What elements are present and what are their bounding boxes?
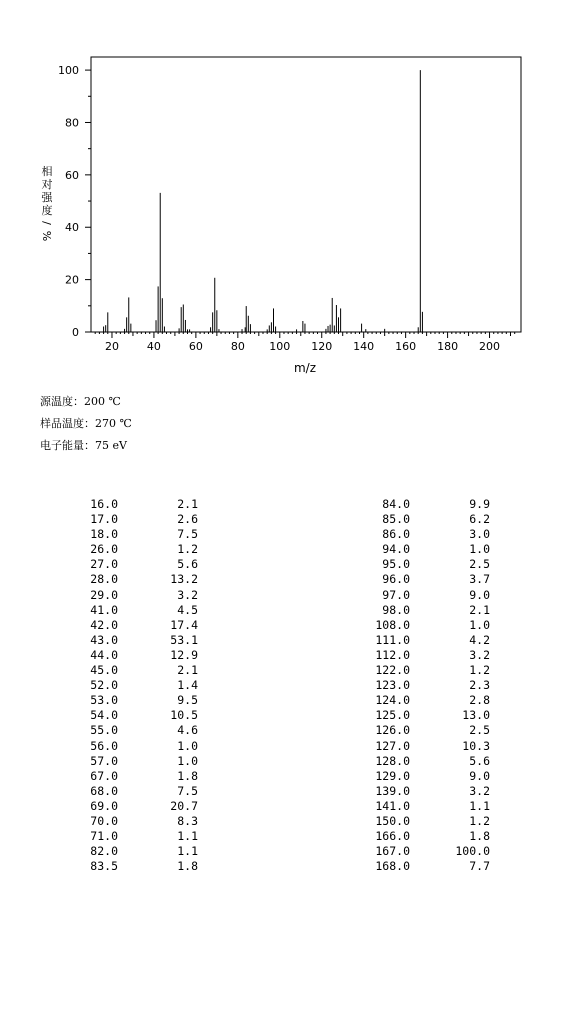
- table-row: [292, 603, 490, 618]
- x-tick-label: 100: [269, 340, 291, 353]
- intensity-value: 3.2: [469, 647, 490, 662]
- table-row: [0, 814, 198, 829]
- intensity-value: 2.5: [469, 723, 490, 738]
- intensity-value: 1.8: [469, 829, 490, 844]
- x-axis: [95, 332, 515, 353]
- peak-table-left: [0, 497, 198, 874]
- mz-value: 56.0: [90, 738, 118, 753]
- intensity-value: 53.1: [170, 632, 198, 647]
- table-row: [292, 769, 490, 784]
- mz-value: 96.0: [382, 572, 410, 587]
- mz-value: 71.0: [90, 829, 118, 844]
- mz-value: 57.0: [90, 753, 118, 768]
- intensity-value: 2.6: [177, 512, 198, 527]
- x-tick-label: 80: [230, 340, 245, 353]
- electron-energy: 电子能量：75 eV: [40, 439, 127, 452]
- intensity-value: 5.6: [177, 557, 198, 572]
- intensity-value: 10.5: [170, 708, 198, 723]
- intensity-value: 3.2: [469, 783, 490, 798]
- table-row: [0, 769, 198, 784]
- y-tick-label: 40: [65, 221, 79, 235]
- y-axis: [58, 64, 91, 339]
- intensity-value: 7.7: [469, 859, 490, 874]
- table-row: [292, 542, 490, 557]
- table-row: [0, 859, 198, 874]
- mz-value: 42.0: [90, 617, 118, 632]
- intensity-value: 1.2: [469, 663, 490, 678]
- x-tick-label: 160: [395, 340, 417, 353]
- intensity-value: 1.8: [177, 859, 198, 874]
- y-axis-label-char: %: [40, 230, 53, 242]
- mz-value: 18.0: [90, 527, 118, 542]
- table-row: [0, 557, 198, 572]
- table-row: [0, 572, 198, 587]
- table-row: [292, 663, 490, 678]
- table-row: [0, 512, 198, 527]
- intensity-value: 20.7: [170, 798, 198, 813]
- mz-value: 67.0: [90, 768, 118, 783]
- table-row: [292, 572, 490, 587]
- mz-value: 41.0: [90, 602, 118, 617]
- intensity-value: 2.5: [469, 557, 490, 572]
- peak-bars: [104, 70, 423, 332]
- mz-value: 97.0: [382, 587, 410, 602]
- intensity-value: 5.6: [469, 753, 490, 768]
- mz-value: 123.0: [375, 678, 410, 693]
- intensity-value: 9.5: [177, 693, 198, 708]
- mz-value: 98.0: [382, 602, 410, 617]
- table-row: [0, 784, 198, 799]
- table-row: [292, 512, 490, 527]
- intensity-value: 3.7: [469, 572, 490, 587]
- table-row: [0, 678, 198, 693]
- mz-value: 168.0: [375, 859, 410, 874]
- intensity-value: 9.9: [469, 497, 490, 511]
- table-row: [0, 542, 198, 557]
- mz-value: 26.0: [90, 542, 118, 557]
- mz-value: 150.0: [375, 813, 410, 828]
- x-axis-label: m/z: [293, 361, 317, 375]
- table-row: [292, 844, 490, 859]
- table-row: [292, 693, 490, 708]
- x-tick-label: 40: [146, 340, 161, 353]
- y-axis-label: [40, 164, 54, 241]
- mz-value: 52.0: [90, 678, 118, 693]
- mz-value: 45.0: [90, 663, 118, 678]
- y-tick-label: 20: [65, 273, 79, 287]
- intensity-value: 3.0: [469, 527, 490, 542]
- y-axis-label-char: /: [40, 221, 53, 225]
- intensity-value: 4.2: [469, 632, 490, 647]
- mz-value: 139.0: [375, 783, 410, 798]
- table-row: [0, 723, 198, 738]
- mz-value: 141.0: [375, 798, 410, 813]
- sample-temperature: 样品温度：270 ℃: [40, 417, 132, 430]
- intensity-value: 1.0: [469, 542, 490, 557]
- mz-value: 95.0: [382, 557, 410, 572]
- intensity-value: 2.1: [469, 602, 490, 617]
- table-row: [292, 678, 490, 693]
- table-row: [292, 588, 490, 603]
- intensity-value: 12.9: [170, 647, 198, 662]
- intensity-value: 4.6: [177, 723, 198, 738]
- table-row: [0, 739, 198, 754]
- intensity-value: 4.5: [177, 602, 198, 617]
- table-row: [292, 784, 490, 799]
- mz-value: 167.0: [375, 844, 410, 859]
- mz-value: 29.0: [90, 587, 118, 602]
- table-row: [0, 648, 198, 663]
- x-tick-label: 180: [437, 340, 459, 353]
- intensity-value: 6.2: [469, 512, 490, 527]
- table-row: [0, 588, 198, 603]
- intensity-value: 1.2: [469, 813, 490, 828]
- table-row: [292, 739, 490, 754]
- table-row: [0, 527, 198, 542]
- mz-value: 28.0: [90, 572, 118, 587]
- mz-value: 129.0: [375, 768, 410, 783]
- mz-value: 94.0: [382, 542, 410, 557]
- mz-value: 85.0: [382, 512, 410, 527]
- intensity-value: 1.2: [177, 542, 198, 557]
- intensity-value: 2.1: [177, 497, 198, 511]
- y-axis-label-char: 相: [41, 165, 53, 178]
- intensity-value: 1.0: [177, 753, 198, 768]
- mz-value: 83.5: [90, 859, 118, 874]
- peak-table-right: [292, 497, 490, 874]
- mz-value: 111.0: [375, 632, 410, 647]
- table-row: [292, 754, 490, 769]
- mz-value: 108.0: [375, 617, 410, 632]
- intensity-value: 1.8: [177, 768, 198, 783]
- intensity-value: 9.0: [469, 768, 490, 783]
- intensity-value: 2.8: [469, 693, 490, 708]
- mz-value: 122.0: [375, 663, 410, 678]
- intensity-value: 1.0: [469, 617, 490, 632]
- mz-value: 17.0: [90, 512, 118, 527]
- table-row: [292, 708, 490, 723]
- mz-value: 68.0: [90, 783, 118, 798]
- y-axis-label-char: 对: [41, 178, 53, 191]
- mz-value: 84.0: [382, 497, 410, 511]
- x-tick-label: 120: [311, 340, 333, 353]
- mz-value: 112.0: [375, 647, 410, 662]
- table-row: [292, 799, 490, 814]
- y-tick-label: 80: [65, 116, 79, 130]
- intensity-value: 1.1: [177, 829, 198, 844]
- intensity-value: 1.4: [177, 678, 198, 693]
- table-row: [292, 829, 490, 844]
- table-row: [292, 814, 490, 829]
- mz-value: 55.0: [90, 723, 118, 738]
- intensity-value: 100.0: [455, 844, 490, 859]
- table-row: [0, 754, 198, 769]
- x-tick-label: 60: [188, 340, 203, 353]
- mz-value: 124.0: [375, 693, 410, 708]
- table-row: [292, 859, 490, 874]
- table-row: [0, 829, 198, 844]
- intensity-value: 2.1: [177, 663, 198, 678]
- mz-value: 70.0: [90, 813, 118, 828]
- table-row: [0, 497, 198, 512]
- mz-value: 53.0: [90, 693, 118, 708]
- intensity-value: 1.0: [177, 738, 198, 753]
- table-row: [292, 648, 490, 663]
- intensity-value: 7.5: [177, 783, 198, 798]
- table-row: [0, 799, 198, 814]
- y-tick-label: 100: [58, 64, 79, 78]
- mz-value: 125.0: [375, 708, 410, 723]
- table-row: [292, 557, 490, 572]
- y-tick-label: 60: [65, 168, 79, 182]
- mz-value: 126.0: [375, 723, 410, 738]
- intensity-value: 10.3: [462, 738, 490, 753]
- mz-value: 27.0: [90, 557, 118, 572]
- plot-frame: [91, 57, 521, 332]
- intensity-value: 9.0: [469, 587, 490, 602]
- x-tick-label: 20: [104, 340, 119, 353]
- intensity-value: 3.2: [177, 587, 198, 602]
- y-tick-label: 0: [72, 326, 79, 339]
- y-axis-label-char: 度: [41, 204, 53, 217]
- mz-value: 128.0: [375, 753, 410, 768]
- intensity-value: 17.4: [170, 617, 198, 632]
- intensity-value: 8.3: [177, 813, 198, 828]
- mz-value: 54.0: [90, 708, 118, 723]
- mz-value: 16.0: [90, 497, 118, 511]
- x-tick-label: 200: [479, 340, 501, 353]
- mz-value: 86.0: [382, 527, 410, 542]
- mz-value: 44.0: [90, 647, 118, 662]
- x-tick-label: 140: [353, 340, 375, 353]
- table-row: [292, 497, 490, 512]
- mz-value: 82.0: [90, 844, 118, 859]
- mz-value: 69.0: [90, 798, 118, 813]
- table-row: [0, 618, 198, 633]
- table-row: [0, 693, 198, 708]
- intensity-value: 13.0: [462, 708, 490, 723]
- intensity-value: 2.3: [469, 678, 490, 693]
- intensity-value: 1.1: [469, 798, 490, 813]
- table-row: [0, 603, 198, 618]
- mass-spectrum-chart: [0, 0, 570, 380]
- table-row: [292, 633, 490, 648]
- mz-value: 166.0: [375, 829, 410, 844]
- mz-value: 127.0: [375, 738, 410, 753]
- intensity-value: 7.5: [177, 527, 198, 542]
- mz-value: 43.0: [90, 632, 118, 647]
- table-row: [292, 618, 490, 633]
- y-axis-label-char: 强: [41, 191, 53, 204]
- table-row: [292, 723, 490, 738]
- table-row: [0, 708, 198, 723]
- intensity-value: 13.2: [170, 572, 198, 587]
- intensity-value: 1.1: [177, 844, 198, 859]
- table-row: [0, 844, 198, 859]
- source-temperature: 源温度：200 ℃: [40, 395, 121, 408]
- table-row: [292, 527, 490, 542]
- table-row: [0, 663, 198, 678]
- table-row: [0, 633, 198, 648]
